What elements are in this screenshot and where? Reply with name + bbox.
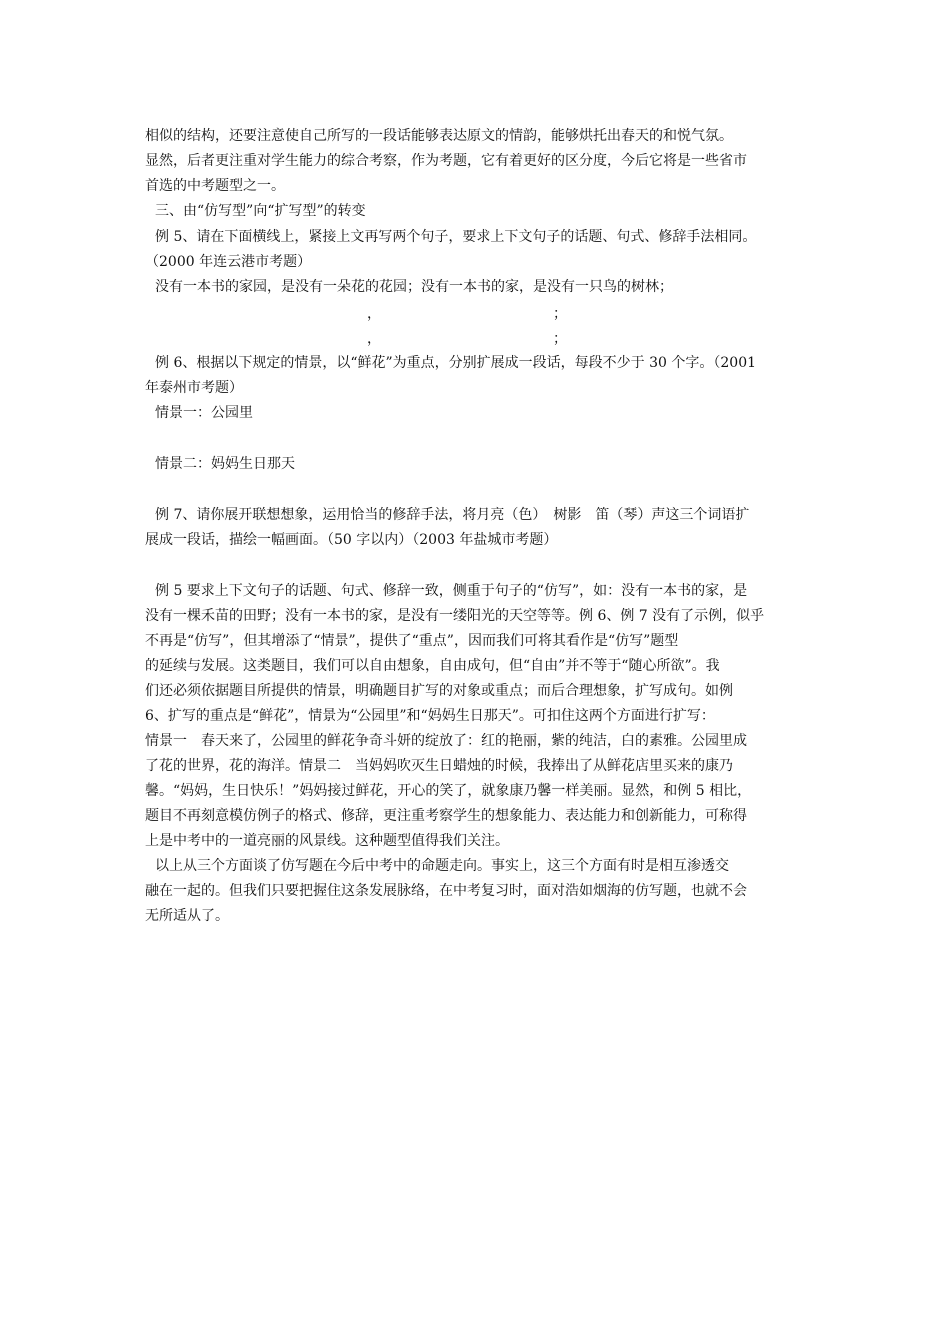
blank-comma: ， bbox=[367, 331, 381, 347]
example-7-line: 展成一段话，描绘一幅画面。（50 字以内）（2003 年盐城市考题） bbox=[145, 532, 558, 548]
example-7-line: 例 7、请你展开联想想象，运用恰当的修辞手法，将月亮（色） 树影 笛（琴）声这三个词语扩 bbox=[155, 507, 750, 523]
scene-2: 情景二：妈妈生日那天 bbox=[155, 456, 295, 472]
conclusion-line: 以上从三个方面谈了仿写题在今后中考中的命题走向。事实上，这三个方面有时是相互渗透交 bbox=[155, 858, 729, 874]
body-line: 相似的结构，还要注意使自己所写的一段话能够表达原文的情韵，能够烘托出春天的和悦气氛。 bbox=[145, 128, 733, 144]
analysis-line: 没有一棵禾苗的田野；没有一本书的家，是没有一缕阳光的天空等等。例 6、例 7 没有了示例，似乎 bbox=[145, 608, 765, 624]
analysis-line: 了花的世界，花的海洋。情景二 当妈妈吹灭生日蜡烛的时候，我捧出了从鲜花店里买来的康乃 bbox=[145, 758, 733, 774]
analysis-line: 们还必须依据题目所提供的情景，明确题目扩写的对象或重点；而后合理想象，扩写成句。如例 bbox=[145, 683, 733, 699]
example-6-source: 年泰州市考题） bbox=[145, 380, 243, 396]
conclusion-line: 融在一起的。但我们只要把握住这条发展脉络，在中考复习时，面对浩如烟海的仿写题，也就不会 bbox=[145, 883, 747, 899]
body-line: 首选的中考题型之一。 bbox=[145, 178, 285, 194]
blank-comma: ， bbox=[367, 306, 381, 322]
analysis-line: 上是中考中的一道亮丽的风景线。这种题型值得我们关注。 bbox=[145, 833, 509, 849]
body-line: 显然，后者更注重对学生能力的综合考察，作为考题，它有着更好的区分度，今后它将是一些省市 bbox=[145, 153, 747, 169]
analysis-line: 题目不再刻意模仿例子的格式、修辞，更注重考察学生的想象能力、表达能力和创新能力，可称得 bbox=[145, 808, 747, 824]
analysis-line: 情景一 春天来了，公园里的鲜花争奇斗妍的绽放了：红的艳丽，紫的纯洁，白的素雅。公园里成 bbox=[145, 733, 747, 749]
analysis-line: 的延续与发展。这类题目，我们可以自由想象，自由成句，但“自由”并不等于“随心所欲”。我 bbox=[145, 658, 720, 674]
analysis-line: 不再是“仿写”，但其增添了“情景”，提供了“重点”，因而我们可将其看作是“仿写”题型 bbox=[145, 633, 679, 649]
example-5-line: 例 5、请在下面横线上，紧接上文再写两个句子，要求上下文句子的话题、句式、修辞手法相同。 bbox=[155, 229, 757, 245]
example-5-sentence: 没有一本书的家园，是没有一朵花的花园；没有一本书的家，是没有一只鸟的树林； bbox=[155, 279, 673, 295]
conclusion-line: 无所适从了。 bbox=[145, 908, 229, 924]
example-5-source: （2000 年连云港市考题） bbox=[145, 254, 312, 270]
analysis-line: 例 5 要求上下文句子的话题、句式、修辞一致，侧重于句子的“仿写”，如：没有一本书的家，是 bbox=[155, 583, 748, 599]
section-heading: 三、由“仿写型”向“扩写型”的转变 bbox=[155, 203, 366, 219]
analysis-line: 馨。“妈妈，生日快乐！”妈妈接过鲜花，开心的笑了，就象康乃馨一样美丽。显然，和例 5 相比， bbox=[145, 783, 752, 799]
scene-1: 情景一：公园里 bbox=[155, 405, 253, 421]
blank-semicolon: ； bbox=[553, 331, 567, 347]
example-6-line: 例 6、根据以下规定的情景，以“鲜花”为重点，分别扩展成一段话，每段不少于 30 个字。（2001 bbox=[155, 355, 757, 371]
analysis-line: 6、扩写的重点是“鲜花”，情景为“公园里”和“妈妈生日那天”。可扣住这两个方面进行扩写： bbox=[145, 708, 715, 724]
blank-semicolon: ； bbox=[553, 306, 567, 322]
